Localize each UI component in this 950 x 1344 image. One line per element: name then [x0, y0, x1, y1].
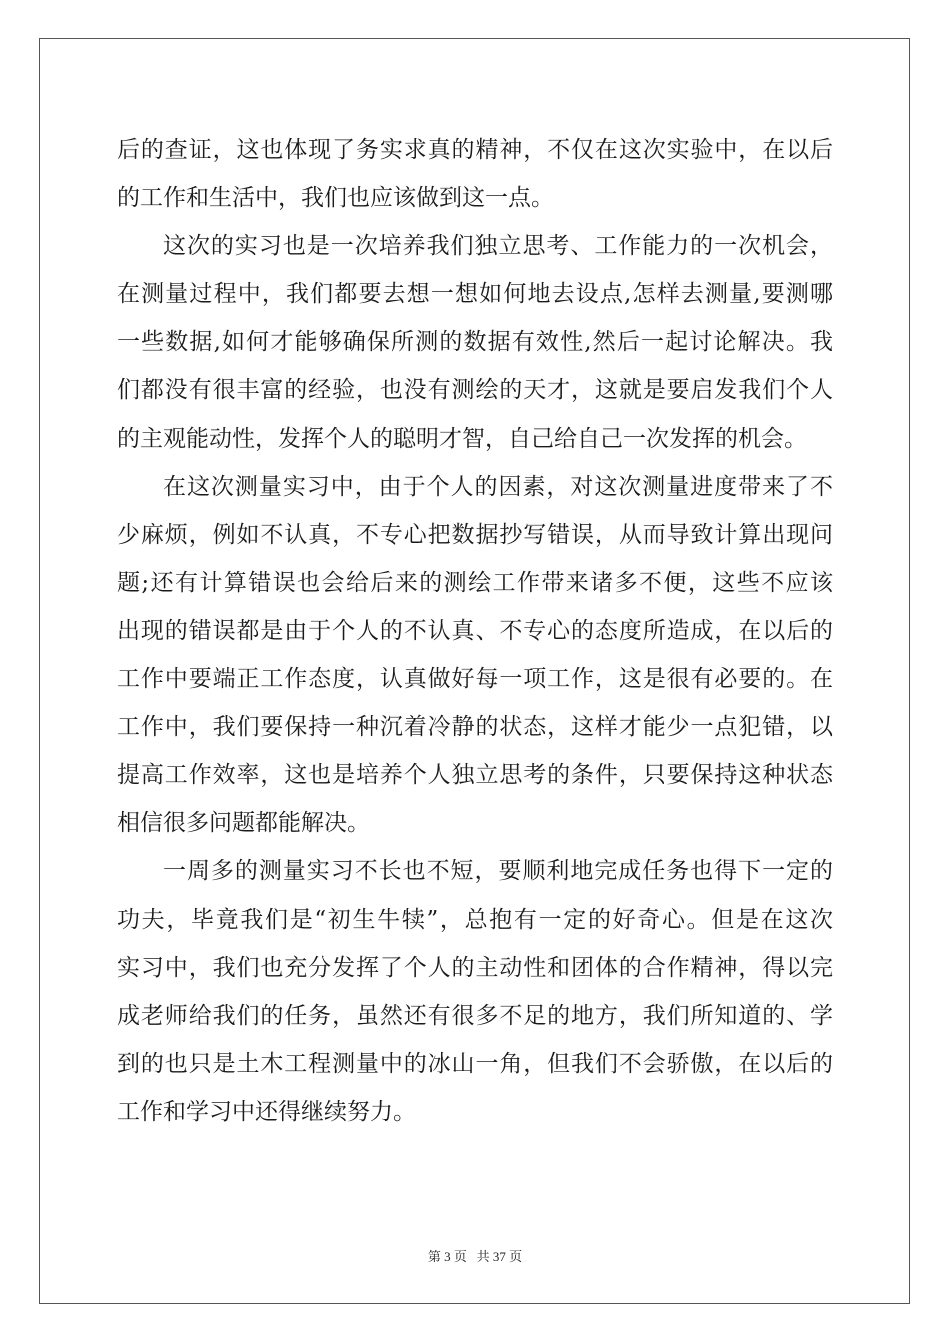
- text-line: 相信很多问题都能解决。: [117, 810, 370, 837]
- text-line: 功夫，毕竟我们是“初生牛犊”，总抱有一定的好奇心。但是在这次: [117, 906, 833, 933]
- text-line: 在这次测量实习中，由于个人的因素，对这次测量进度带来了不: [163, 473, 833, 500]
- text-line: 后的查证，这也体现了务实求真的精神，不仅在这次实验中，在以后: [117, 137, 833, 163]
- text-line: 成老师给我们的任务，虽然还有很多不足的地方，我们所知道的、学: [117, 1002, 833, 1029]
- text-line: 的主观能动性，发挥个人的聪明才智，自己给自己一次发挥的机会。: [117, 425, 807, 452]
- page-number-footer: 第 3 页 共 37 页: [427, 1249, 523, 1264]
- document-body: [117, 126, 833, 1136]
- text-line: 们都没有很丰富的经验，也没有测绘的天才，这就是要启发我们个人: [117, 377, 833, 404]
- text-line: 的工作和生活中，我们也应该做到这一点。: [117, 185, 554, 212]
- text-line: 一些数据,如何才能够确保所测的数据有效性,然后一起讨论解决。我: [117, 329, 833, 356]
- text-line: 工作中要端正工作态度，认真做好每一项工作，这是很有必要的。在: [117, 666, 833, 693]
- text-line: 工作中，我们要保持一种沉着冷静的状态，这样才能少一点犯错，以: [117, 714, 833, 741]
- text-line: 工作和学习中还得继续努力。: [117, 1098, 416, 1125]
- text-line: 提高工作效率，这也是培养个人独立思考的条件，只要保持这种状态: [117, 762, 833, 789]
- text-line: 实习中，我们也充分发挥了个人的主动性和团体的合作精神，得以完: [117, 954, 833, 981]
- text-line: 题;还有计算错误也会给后来的测绘工作带来诸多不便，这些不应该: [117, 569, 833, 596]
- text-line: 少麻烦，例如不认真，不专心把数据抄写错误，从而导致计算出现问: [117, 521, 833, 548]
- text-line: 一周多的测量实习不长也不短，要顺利地完成任务也得下一定的: [163, 858, 833, 885]
- text-line: 这次的实习也是一次培养我们独立思考、工作能力的一次机会，: [163, 233, 833, 260]
- text-line: 在测量过程中，我们都要去想一想如何地去设点,怎样去测量,要测哪: [117, 281, 833, 308]
- text-line: 到的也只是土木工程测量中的冰山一角，但我们不会骄傲，在以后的: [117, 1050, 833, 1077]
- text-line: 出现的错误都是由于个人的不认真、不专心的态度所造成，在以后的: [117, 617, 833, 644]
